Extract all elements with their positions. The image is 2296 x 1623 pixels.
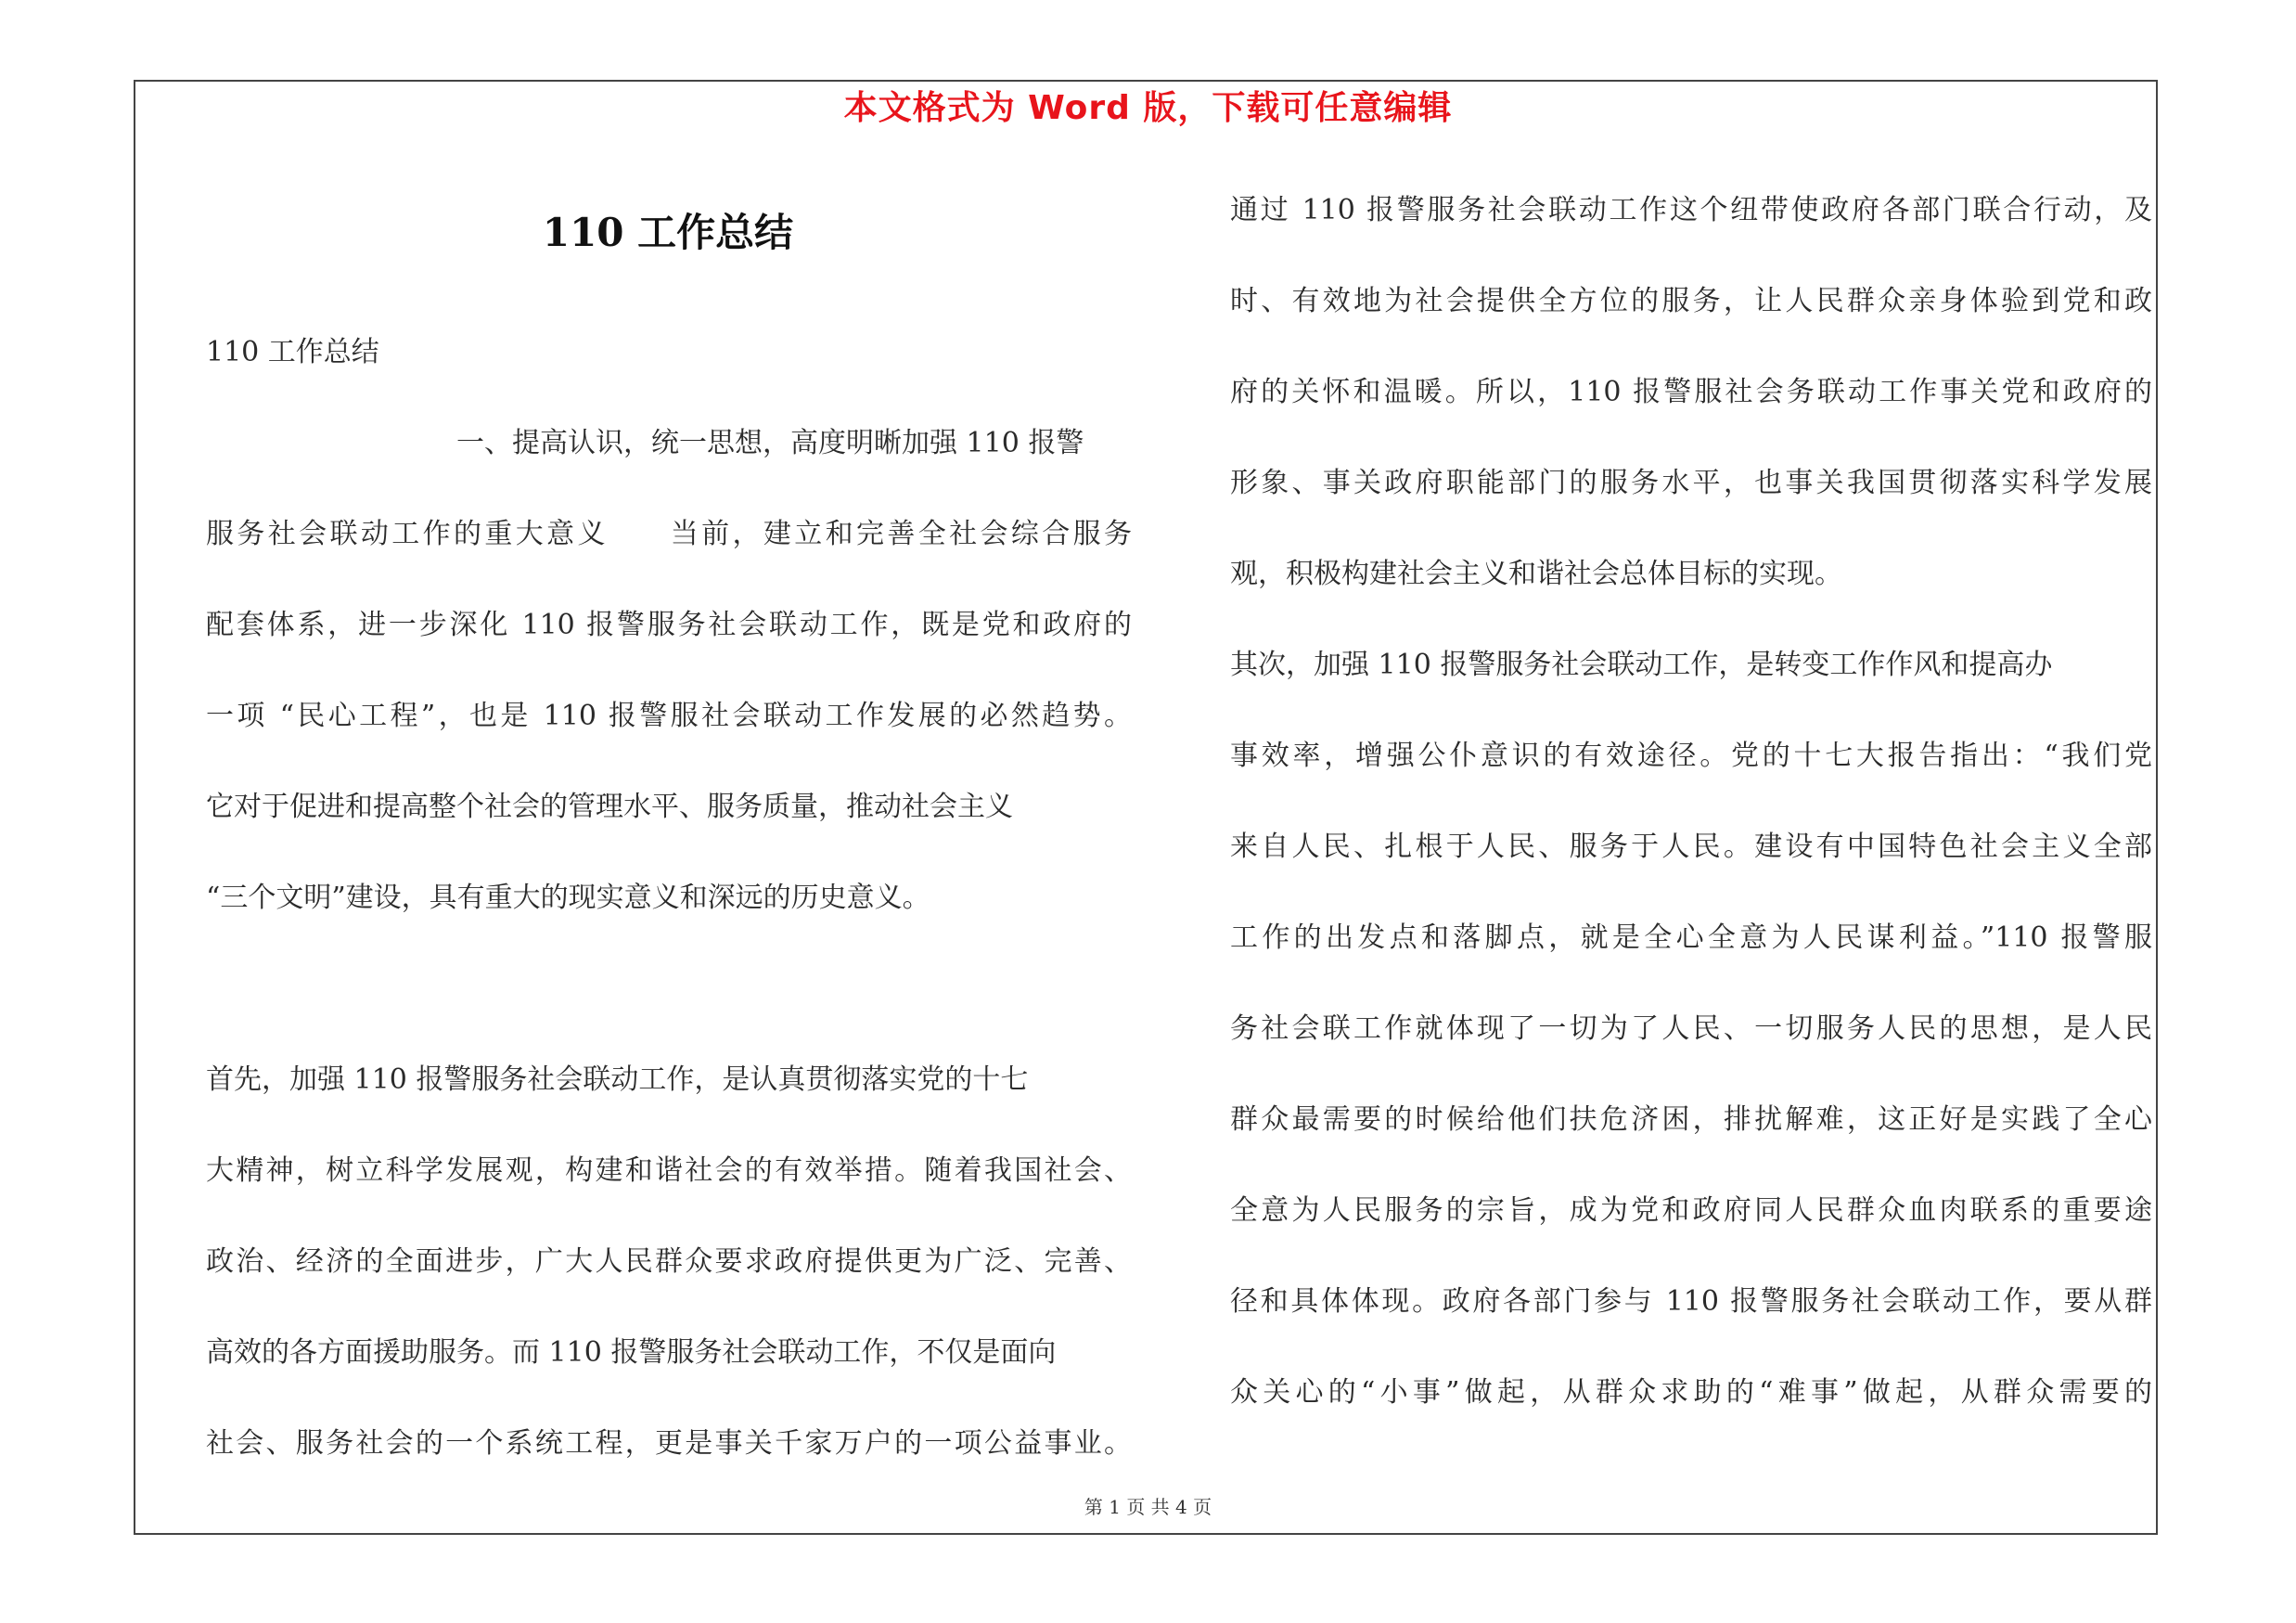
paragraph-line: 高效的各方面援助服务。而 110 报警服务社会联动工作，不仅是面向 [206, 1336, 1057, 1369]
paragraph-line: 观，积极构建社会主义和谐社会总体目标的实现。 [1230, 558, 1842, 590]
paragraph-line: 大精神，树立科学发展观，构建和谐社会的有效举措。随着我国社会、 [206, 1154, 1132, 1187]
paragraph-line: 事效率，增强公仆意识的有效途径。党的十七大报告指出：“我们党 [1230, 740, 2152, 772]
paragraph-line: 务社会联工作就体现了一切为了人民、一切服务人民的思想，是人民 [1230, 1012, 2152, 1045]
paragraph-line: 形象、事关政府职能部门的服务水平，也事关我国贯彻落实科学发展 [1230, 467, 2152, 499]
paragraph-line: 首先，加强 110 报警服务社会联动工作，是认真贯彻落实党的十七 [206, 1063, 1029, 1096]
paragraph-line: 时、有效地为社会提供全方位的服务，让人民群众亲身体验到党和政 [1230, 285, 2152, 317]
left-column [206, 307, 1132, 1489]
right-column [1230, 165, 2152, 1438]
paragraph-line: 社会、服务社会的一个系统工程，更是事关千家万户的一项公益事业。 [206, 1427, 1132, 1460]
paragraph-line: 众关心的“小事”做起，从群众求助的“难事”做起，从群众需要的 [1230, 1376, 2152, 1409]
paragraph-line: 府的关怀和温暖。所以，110 报警服社会务联动工作事关党和政府的 [1230, 376, 2152, 408]
paragraph-line: 其次，加强 110 报警服务社会联动工作，是转变工作作风和提高办 [1230, 649, 2053, 681]
paragraph-line: 来自人民、扎根于人民、服务于人民。建设有中国特色社会主义全部 [1230, 831, 2152, 863]
paragraph-line: 政治、经济的全面进步，广大人民群众要求政府提供更为广泛、完善、 [206, 1245, 1132, 1278]
paragraph-line: 工作的出发点和落脚点，就是全心全意为人民谋利益。”110 报警服 [1230, 921, 2152, 954]
left-subtitle: 110 工作总结 [206, 336, 379, 368]
paragraph-line: 它对于促进和提高整个社会的管理水平、服务质量，推动社会主义 [206, 791, 1013, 823]
paragraph-line: 群众最需要的时候给他们扶危济困，排扰解难，这正好是实践了全心 [1230, 1103, 2152, 1136]
paragraph-line: 配套体系，进一步深化 110 报警服务社会联动工作，既是党和政府的 [206, 609, 1132, 641]
paragraph-line: 一、提高认识，统一思想，高度明晰加强 110 报警 [456, 427, 1084, 459]
paragraph-line: 服务社会联动工作的重大意义 当前，建立和完善全社会综合服务 [206, 518, 1132, 550]
paragraph-line: “三个文明”建设，具有重大的现实意义和深远的历史意义。 [206, 882, 930, 914]
document-title: 110 工作总结 [542, 210, 794, 255]
paragraph-line: 通过 110 报警服务社会联动工作这个纽带使政府各部门联合行动，及 [1230, 194, 2152, 226]
page-number-footer: 第 1 页 共 4 页 [1084, 1496, 1212, 1518]
word-format-banner: 本文格式为 Word 版，下载可任意编辑 [843, 89, 1453, 127]
paragraph-line: 全意为人民服务的宗旨，成为党和政府同人民群众血肉联系的重要途 [1230, 1194, 2152, 1227]
paragraph-line: 径和具体体现。政府各部门参与 110 报警服务社会联动工作，要从群 [1230, 1285, 2152, 1318]
paragraph-line: 一项 “民心工程”，也是 110 报警服社会联动工作发展的必然趋势。 [206, 700, 1132, 732]
paragraph-gap [206, 944, 1132, 1035]
